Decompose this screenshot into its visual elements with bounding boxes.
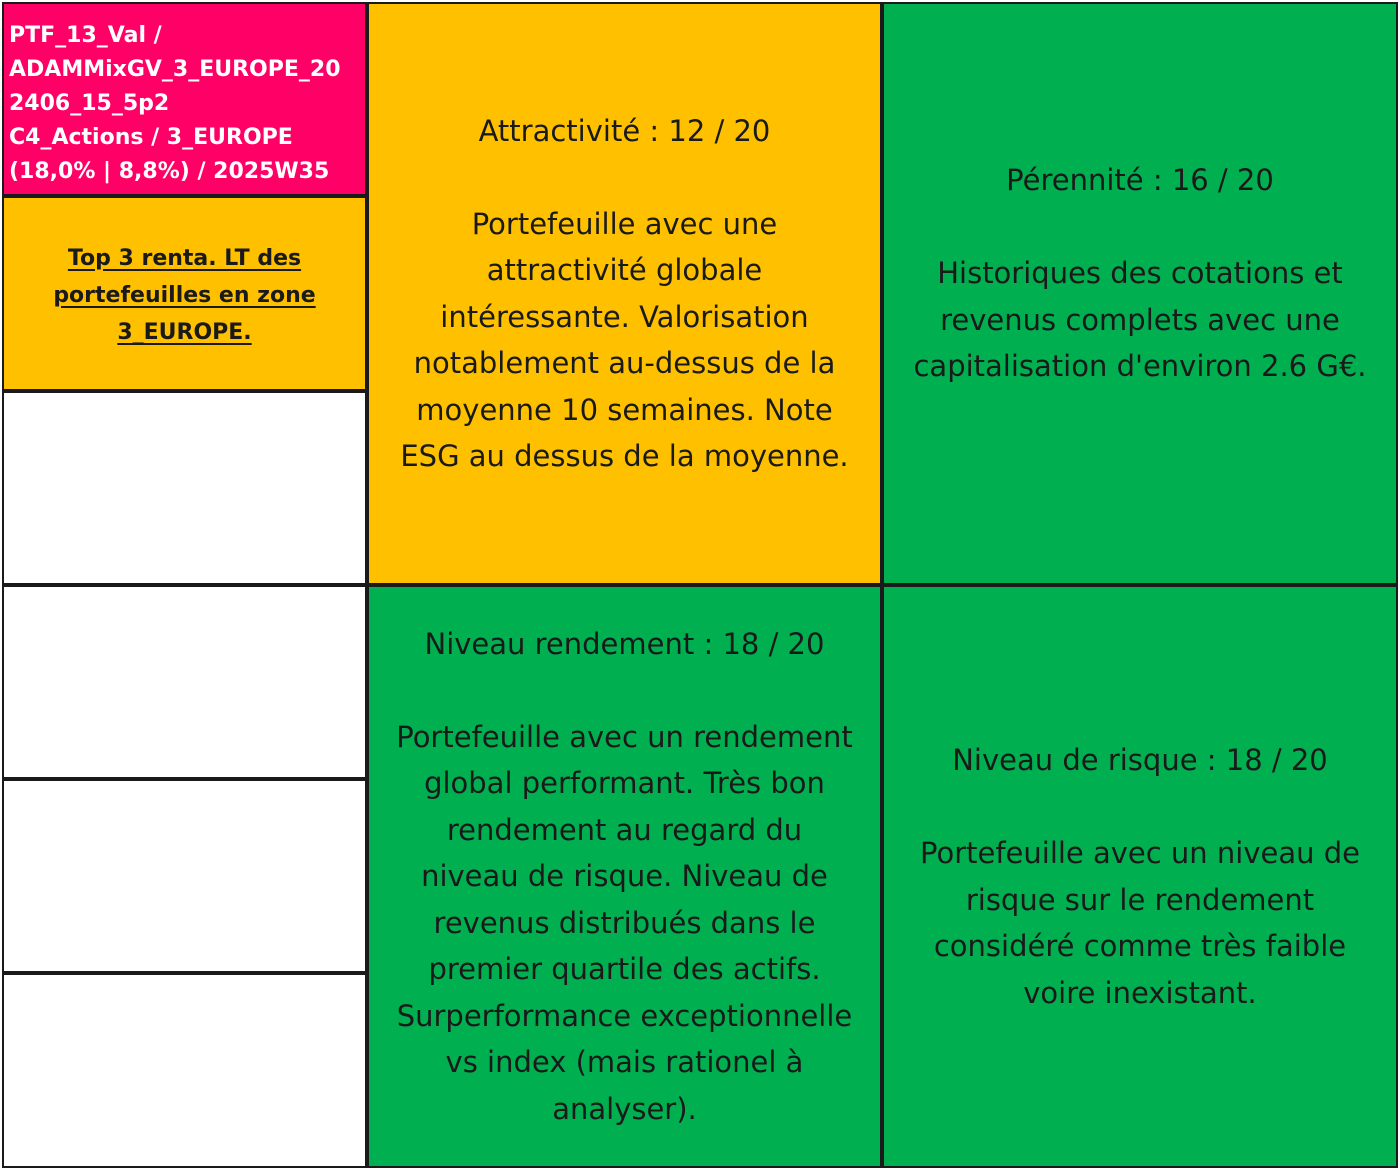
top-note-line: Top 3 renta. LT des <box>67 246 302 271</box>
description-line: Surperformance exceptionnelle <box>396 998 853 1033</box>
header-line: (18,0% | 8,8%) / 2025W35 <box>9 159 330 184</box>
description-line: rendement au regard du <box>446 812 803 847</box>
description-line: capitalisation d'environ 2.6 G€. <box>913 349 1367 384</box>
empty-cell <box>2 779 367 973</box>
attractivite-title: Attractivité : 12 / 20 <box>478 113 771 148</box>
header-line: 2406_15_5p2 <box>9 91 170 116</box>
description-line: analyser). <box>552 1091 697 1126</box>
header-line: PTF_13_Val / <box>9 23 162 48</box>
rendement-description <box>396 714 853 1133</box>
description-line: attractivité globale <box>486 253 763 287</box>
risque-title: Niveau de risque : 18 / 20 <box>952 743 1328 777</box>
perennite-title: Pérennité : 16 / 20 <box>1006 163 1274 198</box>
top-note-line: 3_EUROPE. <box>117 320 252 345</box>
description-line: moyenne 10 semaines. Note <box>416 392 833 427</box>
portfolio-header-cell <box>2 2 367 196</box>
description-line: ESG au dessus de la moyenne. <box>400 439 849 473</box>
top-note-cell <box>2 196 367 391</box>
description-line: Historiques des cotations et <box>937 256 1343 291</box>
description-line: global performant. Très bon <box>424 766 825 801</box>
description-line: niveau de risque. Niveau de <box>421 859 828 894</box>
attractivite-description <box>400 201 848 480</box>
perennite-card <box>882 2 1398 585</box>
empty-cell <box>2 973 367 1168</box>
rendement-title: Niveau rendement : 18 / 20 <box>424 626 825 661</box>
header-line: C4_Actions / 3_EUROPE <box>9 125 293 150</box>
empty-cell <box>2 391 367 585</box>
rendement-card <box>367 585 882 1168</box>
description-line: revenus distribués dans le <box>433 905 816 940</box>
description-line: considéré comme très faible <box>933 929 1347 963</box>
description-line: risque sur le rendement <box>965 882 1315 917</box>
description-line: revenus complets avec une <box>940 302 1340 337</box>
risque-description <box>920 830 1360 1016</box>
description-line: Portefeuille avec un rendement <box>396 719 853 754</box>
description-line: voire inexistant. <box>1023 975 1257 1010</box>
perennite-description <box>913 250 1366 390</box>
empty-cell <box>2 585 367 779</box>
description-line: Portefeuille avec une <box>471 206 778 241</box>
description-line: intéressante. Valorisation <box>440 299 809 334</box>
description-line: Portefeuille avec un niveau de <box>920 836 1360 870</box>
attractivite-card <box>367 2 882 585</box>
top-note-line: portefeuilles en zone <box>53 283 316 308</box>
description-line: premier quartile des actifs. <box>428 952 821 987</box>
description-line: vs index (mais rationel à <box>445 1045 804 1080</box>
description-line: notablement au-dessus de la <box>413 346 836 380</box>
risque-card <box>882 585 1398 1168</box>
header-line: ADAMMixGV_3_EUROPE_20 <box>9 57 341 82</box>
